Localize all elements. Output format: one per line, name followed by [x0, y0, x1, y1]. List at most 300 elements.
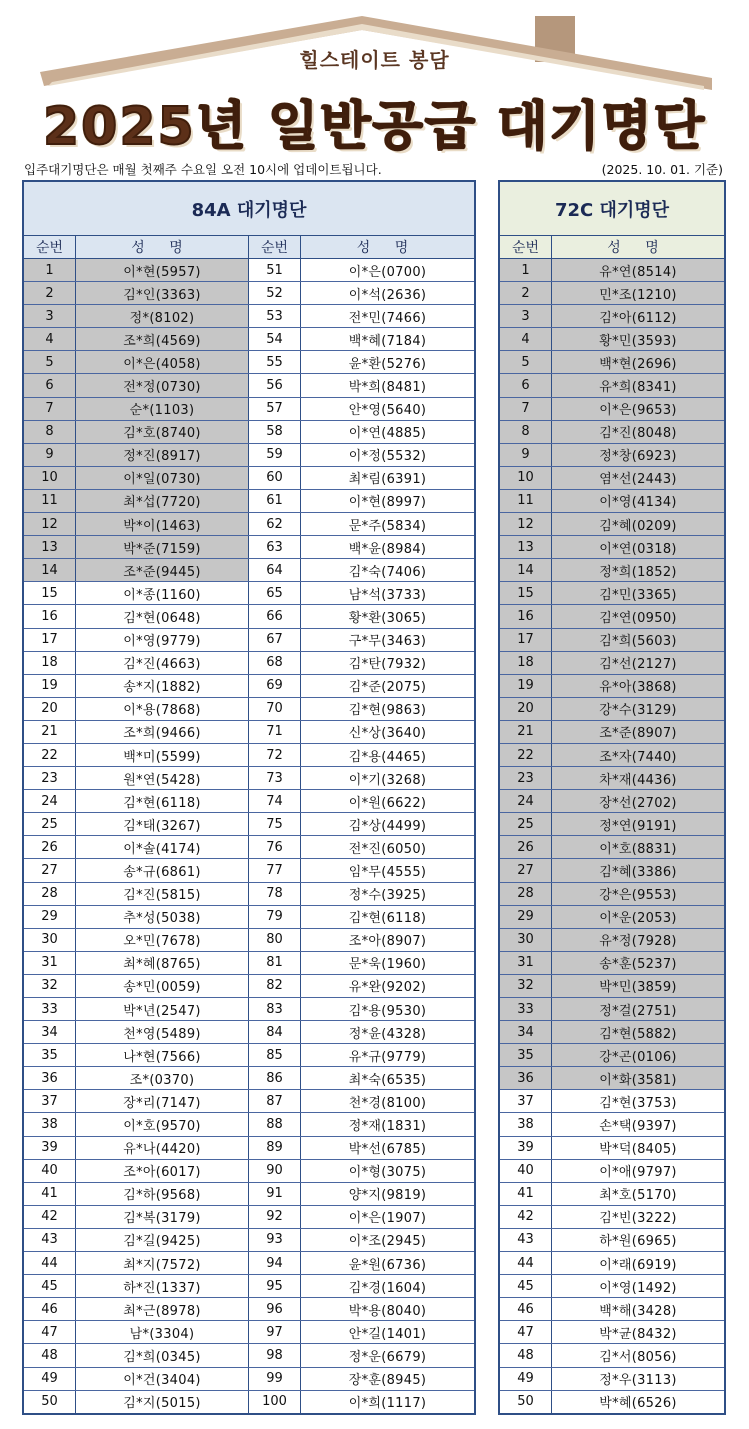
name-cell: 황*민(3593) [552, 328, 724, 350]
rank-cell: 65 [249, 582, 301, 604]
table-row [500, 444, 724, 467]
name-cell: 박*선(6785) [348, 1142, 427, 1158]
rank-cell: 10 [500, 467, 552, 489]
name-cell: 유*아(3868) [552, 675, 724, 697]
name-cell: 정*운(6679) [348, 1349, 427, 1365]
table-row [500, 929, 724, 952]
name-cell: 이*영(9779) [76, 629, 249, 651]
rank-cell: 77 [249, 859, 301, 881]
name-cell: 김*혜(0209) [552, 513, 724, 535]
rank-cell: 48 [500, 1344, 552, 1366]
rank-cell: 4 [500, 328, 552, 350]
rank-cell: 3 [500, 305, 552, 327]
name-cell: 정*희(1852) [552, 559, 724, 581]
name-cell: 유*규(9779) [348, 1049, 427, 1065]
name-cell: 최*지(7572) [76, 1252, 249, 1274]
table-row [24, 652, 474, 675]
base-date: (2025. 10. 01. 기준) [601, 162, 723, 177]
rank-cell: 75 [249, 813, 301, 835]
name-cell: 손*택(9397) [599, 1119, 677, 1135]
table-row [500, 421, 724, 444]
name-cell: 박*이(1463) [76, 513, 249, 535]
name-cell: 김*빈(3222) [599, 1211, 677, 1227]
name-cell: 김*희(5603) [552, 629, 724, 651]
table-row [24, 536, 474, 559]
table-row [24, 1067, 474, 1090]
rank-cell: 14 [500, 559, 552, 581]
name-cell: 유*연(8514) [552, 259, 724, 281]
rank-cell: 45 [500, 1275, 552, 1297]
name-cell: 김*현(6118) [76, 790, 249, 812]
rank-cell: 31 [24, 952, 76, 974]
rank-cell: 27 [24, 859, 76, 881]
name-cell: 전*진(6050) [348, 841, 427, 857]
table-row [24, 1368, 474, 1391]
rank-cell: 66 [249, 605, 301, 627]
rank-cell: 2 [500, 282, 552, 304]
table-row [500, 351, 724, 374]
table-row [500, 813, 724, 836]
table-row [500, 1090, 724, 1113]
table-row [500, 1183, 724, 1206]
table-row [500, 582, 724, 605]
table-row [500, 1137, 724, 1160]
name-cell: 강*수(3129) [552, 698, 724, 720]
page-title: 2025년 일반공급 대기명단 [42, 97, 707, 157]
rank-cell: 26 [500, 836, 552, 858]
name-cell: 조*아(6017) [76, 1160, 249, 1182]
rank-cell: 25 [500, 813, 552, 835]
name-cell: 김*현(5882) [552, 1021, 724, 1043]
name-cell: 조*(0370) [76, 1067, 249, 1089]
table-row [500, 675, 724, 698]
name-cell: 송*규(6861) [76, 859, 249, 881]
name-cell: 윤*환(5276) [348, 356, 427, 372]
rank-cell: 29 [24, 906, 76, 928]
rank-cell: 28 [24, 883, 76, 905]
rank-cell: 64 [249, 559, 301, 581]
rank-cell: 6 [24, 374, 76, 396]
name-cell: 최*섭(7720) [76, 490, 249, 512]
rank-cell: 16 [24, 605, 76, 627]
table-row [24, 1113, 474, 1136]
rank-cell: 71 [249, 721, 301, 743]
rank-cell: 54 [249, 328, 301, 350]
rank-cell: 76 [249, 836, 301, 858]
rank-cell: 47 [24, 1321, 76, 1343]
name-cell: 양*지(9819) [348, 1188, 427, 1204]
rank-cell: 60 [249, 467, 301, 489]
table-row [500, 1252, 724, 1275]
name-cell: 조*아(8907) [348, 934, 427, 950]
name-cell: 백*미(5599) [76, 744, 249, 766]
table-row [24, 698, 474, 721]
rank-cell: 61 [249, 490, 301, 512]
table-row [500, 282, 724, 305]
complex-name: 힐스테이트 봉담 [299, 48, 450, 72]
name-cell: 조*자(7440) [552, 744, 724, 766]
table-row [500, 467, 724, 490]
name-cell: 김*용(9530) [348, 1003, 427, 1019]
table-row [24, 328, 474, 351]
rank-cell: 26 [24, 836, 76, 858]
rank-cell: 21 [24, 721, 76, 743]
rank-cell: 53 [249, 305, 301, 327]
table-row [500, 374, 724, 397]
name-cell: 안*길(1401) [348, 1326, 427, 1342]
table-row [24, 859, 474, 882]
rank-cell: 37 [500, 1090, 552, 1112]
rank-cell: 38 [500, 1113, 552, 1135]
table-row [24, 929, 474, 952]
table-body-84a [24, 259, 474, 1413]
rank-cell: 46 [500, 1298, 552, 1320]
table-row [24, 767, 474, 790]
name-cell: 오*민(7678) [76, 929, 249, 951]
table-row [500, 721, 724, 744]
name-cell: 김*혜(3386) [552, 859, 724, 881]
name-cell: 유*완(9202) [348, 980, 427, 996]
rank-cell: 12 [24, 513, 76, 535]
name-cell: 이*은(1907) [348, 1211, 427, 1227]
rank-cell: 69 [249, 675, 301, 697]
rank-cell: 79 [249, 906, 301, 928]
name-cell: 백*윤(8984) [348, 541, 427, 557]
name-cell: 이*화(3581) [552, 1067, 724, 1089]
name-cell: 김*인(3363) [76, 282, 249, 304]
name-cell: 정*(8102) [76, 305, 249, 327]
rank-cell: 28 [500, 883, 552, 905]
name-cell: 하*원(6965) [599, 1234, 677, 1250]
name-cell: 송*민(0059) [76, 975, 249, 997]
name-cell: 이*기(3268) [348, 772, 427, 788]
rank-cell: 20 [24, 698, 76, 720]
name-cell: 구*무(3463) [348, 634, 427, 650]
name-cell: 김*희(0345) [76, 1344, 249, 1366]
rank-cell: 56 [249, 374, 301, 396]
table-row [24, 952, 474, 975]
rank-cell: 33 [24, 998, 76, 1020]
name-cell: 이*운(2053) [552, 906, 724, 928]
rank-cell: 41 [500, 1183, 552, 1205]
rank-cell: 25 [24, 813, 76, 835]
rank-cell: 22 [24, 744, 76, 766]
table-row [500, 305, 724, 328]
name-cell: 유*정(7928) [552, 929, 724, 951]
rank-cell: 3 [24, 305, 76, 327]
table-row [24, 1021, 474, 1044]
name-cell: 이*애(9797) [599, 1165, 677, 1181]
rank-cell: 1 [24, 259, 76, 281]
name-cell: 신*상(3640) [348, 726, 427, 742]
rank-cell: 100 [249, 1391, 301, 1413]
name-cell: 정*창(6923) [552, 444, 724, 466]
table-row [24, 1044, 474, 1067]
table-row [500, 536, 724, 559]
rank-cell: 98 [249, 1344, 301, 1366]
table-row [24, 467, 474, 490]
name-cell: 유*희(8341) [552, 374, 724, 396]
rank-cell: 62 [249, 513, 301, 535]
name-cell: 최*림(6391) [348, 472, 427, 488]
rank-cell: 13 [500, 536, 552, 558]
rank-cell: 48 [24, 1344, 76, 1366]
rank-cell: 34 [500, 1021, 552, 1043]
name-cell: 원*연(5428) [76, 767, 249, 789]
name-cell: 김*선(2127) [552, 652, 724, 674]
rank-cell: 40 [24, 1160, 76, 1182]
rank-cell: 8 [24, 421, 76, 443]
rank-cell: 46 [24, 1298, 76, 1320]
name-cell: 이*현(8997) [348, 495, 427, 511]
table-row [500, 513, 724, 536]
name-cell: 유*나(4420) [76, 1137, 249, 1159]
rank-cell: 17 [500, 629, 552, 651]
name-cell: 이*원(6622) [348, 795, 427, 811]
rank-cell: 7 [500, 398, 552, 420]
name-cell: 이*연(4885) [348, 426, 427, 442]
name-cell: 정*걸(2751) [552, 998, 724, 1020]
rank-cell: 47 [500, 1321, 552, 1343]
table-row [500, 559, 724, 582]
name-cell: 이*은(4058) [76, 351, 249, 373]
table-row [500, 883, 724, 906]
rank-cell: 18 [500, 652, 552, 674]
table-row [500, 1344, 724, 1367]
rank-cell: 15 [24, 582, 76, 604]
table-row [24, 836, 474, 859]
name-cell: 김*연(0950) [552, 605, 724, 627]
table-row [24, 559, 474, 582]
name-cell: 김*현(6118) [348, 911, 427, 927]
rank-cell: 13 [24, 536, 76, 558]
rank-cell: 9 [500, 444, 552, 466]
rank-cell: 88 [249, 1113, 301, 1135]
name-cell: 이*현(5957) [76, 259, 249, 281]
rank-cell: 23 [24, 767, 76, 789]
rank-cell: 91 [249, 1183, 301, 1205]
rank-cell: 11 [500, 490, 552, 512]
name-cell: 김*현(9863) [348, 703, 427, 719]
name-cell: 백*현(2696) [552, 351, 724, 373]
rank-cell: 30 [24, 929, 76, 951]
name-cell: 조*희(4569) [76, 328, 249, 350]
name-cell: 조*준(9445) [76, 559, 249, 581]
rank-cell: 20 [500, 698, 552, 720]
table-row [500, 952, 724, 975]
table-row [24, 813, 474, 836]
table-body-72c [500, 259, 724, 1413]
name-cell: 김*태(3267) [76, 813, 249, 835]
rank-cell: 49 [500, 1368, 552, 1390]
rank-cell: 99 [249, 1368, 301, 1390]
rank-cell: 2 [24, 282, 76, 304]
rank-cell: 51 [249, 259, 301, 281]
name-cell: 이*용(7868) [76, 698, 249, 720]
table-row [24, 305, 474, 328]
table-row [24, 398, 474, 421]
rank-cell: 8 [500, 421, 552, 443]
rank-cell: 94 [249, 1252, 301, 1274]
table-row [500, 1321, 724, 1344]
name-cell: 천*경(8100) [348, 1095, 427, 1111]
name-cell: 김*아(6112) [552, 305, 724, 327]
rank-cell: 39 [24, 1137, 76, 1159]
name-cell: 박*용(8040) [348, 1303, 427, 1319]
rank-cell: 81 [249, 952, 301, 974]
table-row [24, 490, 474, 513]
name-cell: 김*민(3365) [552, 582, 724, 604]
table-row [500, 1044, 724, 1067]
rank-cell: 78 [249, 883, 301, 905]
name-cell: 이*래(6919) [599, 1257, 677, 1273]
table-row [500, 998, 724, 1021]
waitlist-84a-table [22, 180, 476, 1415]
rank-cell: 32 [500, 975, 552, 997]
col-header-no: 순번 [249, 236, 301, 258]
name-cell: 이*종(1160) [76, 582, 249, 604]
name-cell: 하*진(1337) [76, 1275, 249, 1297]
table-row [24, 1344, 474, 1367]
rank-cell: 12 [500, 513, 552, 535]
table-row [500, 1113, 724, 1136]
name-cell: 이*석(2636) [348, 287, 427, 303]
name-cell: 박*희(8481) [348, 380, 427, 396]
name-cell: 황*환(3065) [348, 610, 427, 626]
table-row [24, 282, 474, 305]
waitlist-72c-table [498, 180, 726, 1415]
name-cell: 남*석(3733) [348, 587, 427, 603]
table-row [500, 859, 724, 882]
rank-cell: 15 [500, 582, 552, 604]
name-cell: 민*조(1210) [552, 282, 724, 304]
name-cell: 임*무(4555) [348, 864, 427, 880]
name-cell: 나*현(7566) [76, 1044, 249, 1066]
name-cell: 백*혜(7184) [348, 333, 427, 349]
name-cell: 추*성(5038) [76, 906, 249, 928]
rank-cell: 36 [24, 1067, 76, 1089]
rank-cell: 59 [249, 444, 301, 466]
name-cell: 김*현(3753) [599, 1095, 677, 1111]
table-row [500, 259, 724, 282]
rank-cell: 87 [249, 1090, 301, 1112]
name-cell: 박*준(7159) [76, 536, 249, 558]
table-row [500, 1368, 724, 1391]
rank-cell: 43 [500, 1229, 552, 1251]
name-cell: 김*탄(7932) [348, 657, 427, 673]
rank-cell: 23 [500, 767, 552, 789]
table-row [500, 1391, 724, 1413]
table-row [500, 1298, 724, 1321]
rank-cell: 35 [24, 1044, 76, 1066]
rank-cell: 85 [249, 1044, 301, 1066]
rank-cell: 80 [249, 929, 301, 951]
rank-cell: 7 [24, 398, 76, 420]
rank-cell: 10 [24, 467, 76, 489]
table-row [500, 490, 724, 513]
name-cell: 백*해(3428) [599, 1303, 677, 1319]
table-row [24, 421, 474, 444]
update-notice: 입주대기명단은 매월 첫째주 수요일 오전 10시에 업데이트됩니다. [24, 162, 382, 177]
table-row [24, 1137, 474, 1160]
table-row [24, 1252, 474, 1275]
name-cell: 전*민(7466) [348, 310, 427, 326]
name-cell: 김*진(5815) [76, 883, 249, 905]
table-row [24, 374, 474, 397]
rank-cell: 4 [24, 328, 76, 350]
table-row [24, 1298, 474, 1321]
name-cell: 이*솔(4174) [76, 836, 249, 858]
name-cell: 정*윤(4328) [348, 1026, 427, 1042]
name-cell: 이*정(5532) [348, 449, 427, 465]
rank-cell: 52 [249, 282, 301, 304]
rank-cell: 9 [24, 444, 76, 466]
table-row [500, 744, 724, 767]
name-cell: 이*조(2945) [348, 1234, 427, 1250]
rank-cell: 33 [500, 998, 552, 1020]
rank-cell: 14 [24, 559, 76, 581]
rank-cell: 22 [500, 744, 552, 766]
rank-cell: 84 [249, 1021, 301, 1043]
table-row [24, 259, 474, 282]
name-cell: 최*호(5170) [599, 1188, 677, 1204]
rank-cell: 42 [500, 1206, 552, 1228]
rank-cell: 18 [24, 652, 76, 674]
name-cell: 천*영(5489) [76, 1021, 249, 1043]
table-row [500, 1067, 724, 1090]
table-row [24, 351, 474, 374]
rank-cell: 16 [500, 605, 552, 627]
name-cell: 정*우(3113) [599, 1373, 677, 1389]
name-cell: 최*숙(6535) [348, 1072, 427, 1088]
rank-cell: 82 [249, 975, 301, 997]
rank-cell: 55 [249, 351, 301, 373]
name-cell: 최*근(8978) [76, 1298, 249, 1320]
name-cell: 김*상(4499) [348, 818, 427, 834]
rank-cell: 92 [249, 1206, 301, 1228]
name-cell: 최*혜(8765) [76, 952, 249, 974]
rank-cell: 73 [249, 767, 301, 789]
name-cell: 장*훈(8945) [348, 1373, 427, 1389]
name-cell: 정*연(9191) [552, 813, 724, 835]
name-cell: 김*용(4465) [348, 749, 427, 765]
rank-cell: 19 [500, 675, 552, 697]
name-cell: 박*균(8432) [599, 1326, 677, 1342]
table-row [24, 744, 474, 767]
table-row [24, 605, 474, 628]
name-cell: 이*건(3404) [76, 1368, 249, 1390]
name-cell: 강*은(9553) [552, 883, 724, 905]
table-row [24, 1183, 474, 1206]
table-row [24, 513, 474, 536]
table-row [24, 1321, 474, 1344]
rank-cell: 19 [24, 675, 76, 697]
name-cell: 정*수(3925) [348, 888, 427, 904]
name-cell: 이*호(9570) [76, 1113, 249, 1135]
table-row [24, 675, 474, 698]
name-cell: 전*정(0730) [76, 374, 249, 396]
table-row [24, 1206, 474, 1229]
rank-cell: 1 [500, 259, 552, 281]
name-cell: 김*서(8056) [599, 1349, 677, 1365]
table-row [500, 605, 724, 628]
rank-cell: 70 [249, 698, 301, 720]
rank-cell: 74 [249, 790, 301, 812]
rank-cell: 44 [24, 1252, 76, 1274]
name-cell: 송*지(1882) [76, 675, 249, 697]
name-cell: 순*(1103) [76, 398, 249, 420]
rank-cell: 45 [24, 1275, 76, 1297]
